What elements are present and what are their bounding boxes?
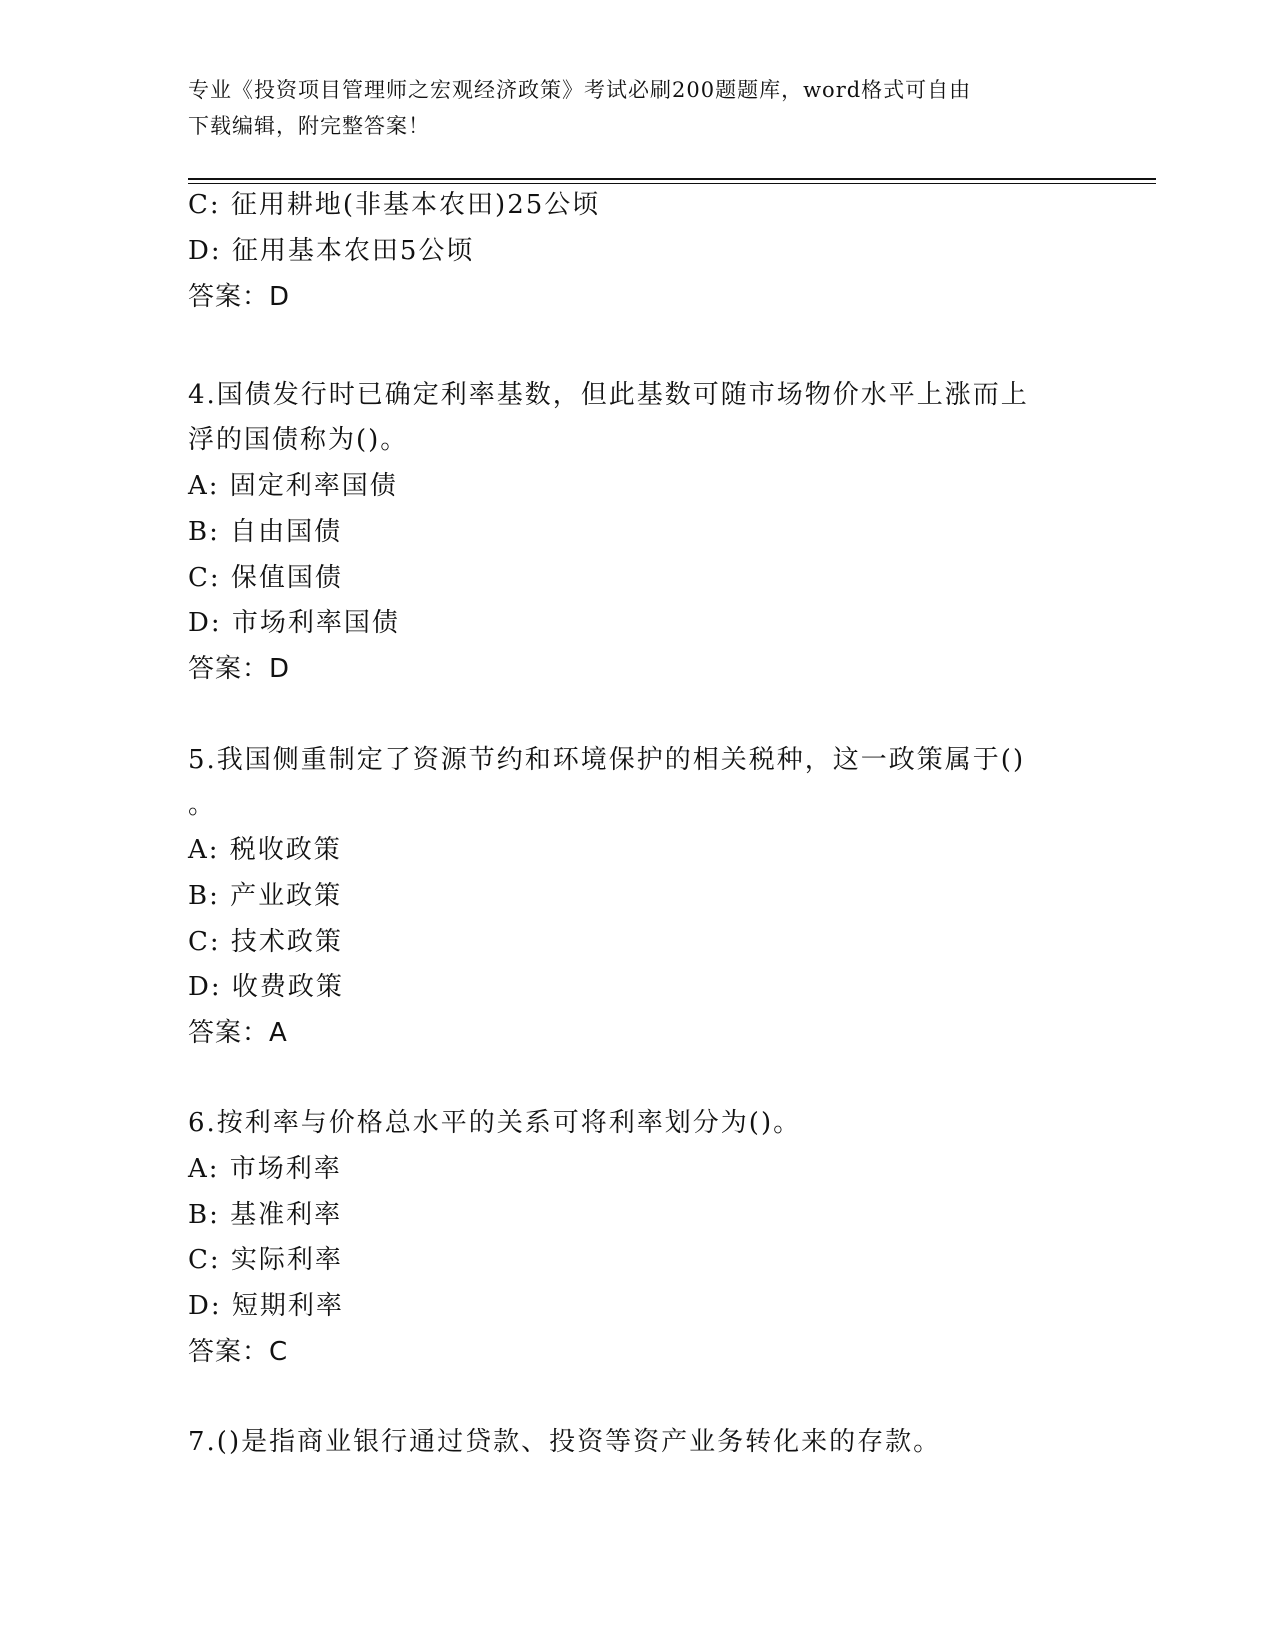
q4-stem-line-2: 浮的国债称为()。 [188,425,409,455]
header-line-2: 下载编辑，附完整答案！ [188,114,430,138]
q6-option-a: A: 市场利率 [188,1154,342,1184]
q5-stem-line-1: 5.我国侧重制定了资源节约和环境保护的相关税种，这一政策属于() [188,745,1026,775]
q4-option-b: B: 自由国债 [188,517,343,547]
q7-stem-line-1: 7.()是指商业银行通过贷款、投资等资产业务转化来的存款。 [188,1427,942,1457]
q6-stem-line-1: 6.按利率与价格总水平的关系可将利率划分为()。 [188,1108,802,1138]
q6-option-d: D: 短期利率 [188,1291,344,1321]
q6-option-b: B: 基准利率 [188,1200,343,1230]
q4-option-d: D: 市场利率国债 [188,608,400,638]
q5-option-a: A: 税收政策 [188,835,342,865]
document-header [188,72,1068,144]
q3-answer: 答案：D [188,282,291,312]
q3-option-d: D: 征用基本农田5公顷 [188,236,475,266]
q4-stem-line-1: 4.国债发行时已确定利率基数，但此基数可随市场物价水平上涨而上 [188,380,1029,410]
q5-answer: 答案：A [188,1018,288,1048]
q6-answer: 答案：C [188,1337,289,1367]
header-line-1: 专业《投资项目管理师之宏观经济政策》考试必刷200题题库，word格式可自由 [188,78,972,102]
q6-option-c: C: 实际利率 [188,1245,343,1275]
q3-option-c: C: 征用耕地(非基本农田)25公顷 [188,190,601,220]
header-divider-thin [188,183,1156,184]
q5-stem-line-2: 。 [188,790,217,820]
q4-option-a: A: 固定利率国债 [188,471,398,501]
q5-option-b: B: 产业政策 [188,881,343,911]
header-divider-thick [188,178,1156,180]
q5-option-c: C: 技术政策 [188,927,343,957]
q4-answer: 答案：D [188,654,291,684]
q5-option-d: D: 收费政策 [188,972,344,1002]
q4-option-c: C: 保值国债 [188,563,343,593]
